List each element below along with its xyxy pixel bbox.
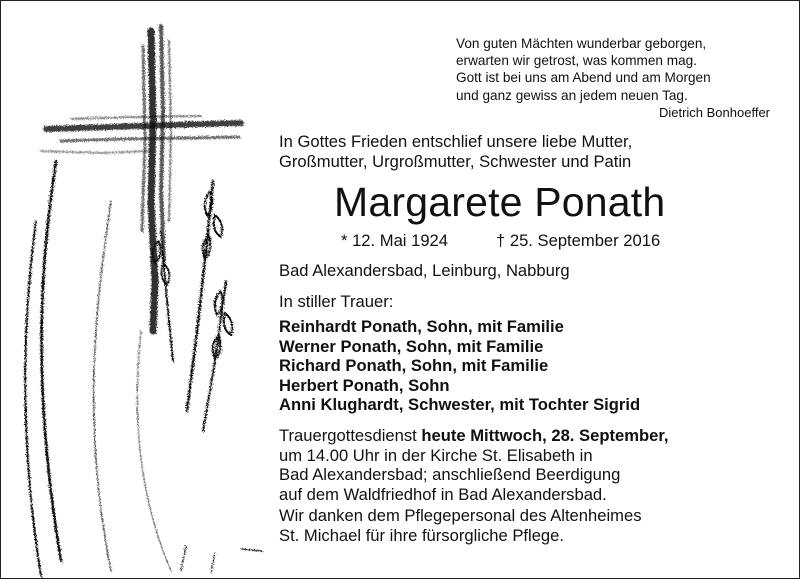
quote-line: Von guten Mächten wunderbar geborgen, [456, 36, 707, 51]
mourner-item: Anni Klughardt, Schwester, mit Tochter Sigrid [279, 395, 641, 415]
service-line: um 14.00 Uhr in der Kirche St. Elisabeth in [279, 445, 593, 465]
mourner-item: Reinhardt Ponath, Sohn, mit Familie [279, 317, 564, 336]
service-line: Bad Alexandersbad; anschließend Beerdigung [279, 465, 621, 485]
birth-date: * 12. Mai 1924 [341, 231, 449, 250]
places: Bad Alexandersbad, Leinburg, Nabburg [279, 261, 570, 280]
thanks-line: St. Michael für ihre fürsorgliche Pflege. [279, 525, 564, 545]
bonhoeffer-quote [456, 35, 786, 121]
service-first-line [279, 426, 749, 446]
mourner-item: Herbert Ponath, Sohn [279, 375, 450, 395]
death-date: † 25. September 2016 [496, 231, 661, 250]
intro-text [279, 132, 759, 172]
deceased-name: Margarete Ponath [334, 179, 666, 225]
mourners-list [279, 317, 640, 415]
quote-author: Dietrich Bonhoeffer [658, 104, 770, 120]
mourning-label: In stiller Trauer: [279, 292, 394, 311]
intro-line: Großmutter, Urgroßmutter, Schwester und Patin [279, 152, 632, 171]
mourner-item: Richard Ponath, Sohn, mit Familie [279, 356, 549, 376]
mourner-item: Werner Ponath, Sohn, mit Familie [279, 336, 544, 356]
service-intro: Trauergottesdienst [279, 426, 422, 445]
quote-line: Gott ist bei uns am Abend und am Morgen [456, 70, 711, 86]
service-date: heute Mittwoch, 28. September, [421, 426, 669, 445]
quote-line: und ganz gewiss an jedem neuen Tag. [456, 87, 688, 103]
thanks-text [279, 506, 749, 545]
life-dates [341, 231, 661, 251]
thanks-line: Wir danken dem Pflegepersonal des Altenheimes [279, 506, 642, 525]
intro-line: In Gottes Frieden entschlief unsere liebe Mutter, [279, 132, 633, 151]
service-line: auf dem Waldfriedhof in Bad Alexandersbad. [279, 484, 607, 504]
funeral-service-info [279, 426, 749, 504]
cross-wheat-illustration-icon [1, 1, 271, 579]
quote-line: erwarten wir getrost, was kommen mag. [456, 53, 697, 69]
